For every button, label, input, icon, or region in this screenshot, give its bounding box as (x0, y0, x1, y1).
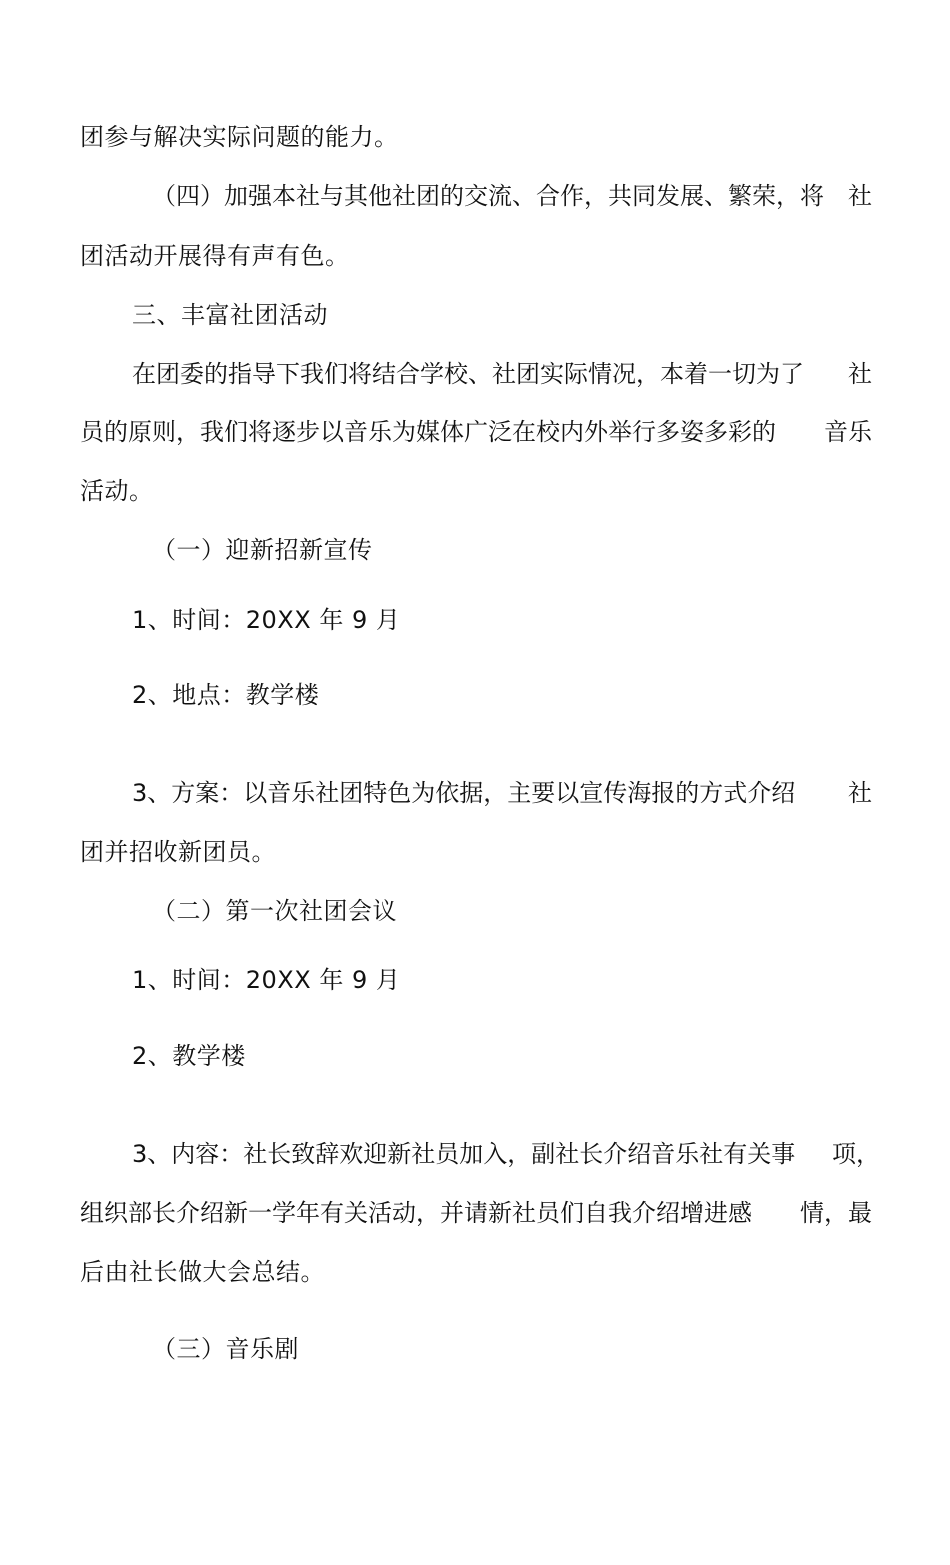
paragraph-line-16 (132, 1138, 880, 1170)
paragraph-line-17-tail: 情，最 (800, 1199, 872, 1227)
paragraph-line-18: 后由社长做大会总结。 (80, 1258, 325, 1286)
paragraph-line-17 (80, 1197, 872, 1229)
subheading-3: （三）音乐剧 (152, 1335, 299, 1363)
paragraph-line-1: 团参与解决实际问题的能力。 (80, 123, 399, 151)
item-time-1: 1、时间：20XX 年 9 月 (132, 606, 401, 634)
paragraph-line-3: 团活动开展得有声有色。 (80, 242, 350, 270)
paragraph-line-11-tail: 社 (848, 779, 872, 807)
paragraph-line-7: 活动。 (80, 477, 154, 505)
paragraph-line-16-tail: 项， (832, 1140, 880, 1168)
paragraph-line-2 (152, 180, 872, 212)
paragraph-line-17-text: 组织部长介绍新一学年有关活动，并请新社员们自我介绍增进感 (80, 1199, 752, 1227)
paragraph-line-6-tail: 音乐 (824, 418, 872, 446)
paragraph-line-6-text: 员的原则，我们将逐步以音乐为媒体广泛在校内外举行多姿多彩的 (80, 418, 776, 446)
paragraph-line-11 (132, 777, 872, 809)
paragraph-line-2-tail: 社 (848, 182, 872, 210)
paragraph-line-2-text: （四）加强本社与其他社团的交流、合作，共同发展、繁荣，将 (152, 182, 824, 210)
paragraph-line-11-text: 3、方案：以音乐社团特色为依据，主要以宣传海报的方式介绍 (132, 779, 796, 807)
item-location-2: 2、教学楼 (132, 1042, 246, 1070)
item-location-1: 2、地点：教学楼 (132, 681, 320, 709)
item-time-2: 1、时间：20XX 年 9 月 (132, 966, 401, 994)
paragraph-line-5-text: 在团委的指导下我们将结合学校、社团实际情况，本着一切为了 (132, 360, 804, 388)
subheading-1: （一）迎新招新宣传 (152, 536, 373, 564)
paragraph-line-6 (80, 416, 872, 448)
paragraph-line-12: 团并招收新团员。 (80, 838, 276, 866)
paragraph-line-5-tail: 社 (848, 360, 872, 388)
section-heading-3: 三、丰富社团活动 (132, 301, 328, 329)
paragraph-line-16-text: 3、内容：社长致辞欢迎新社员加入，副社长介绍音乐社有关事 (132, 1140, 796, 1168)
subheading-2: （二）第一次社团会议 (152, 897, 397, 925)
paragraph-line-5 (132, 358, 872, 390)
